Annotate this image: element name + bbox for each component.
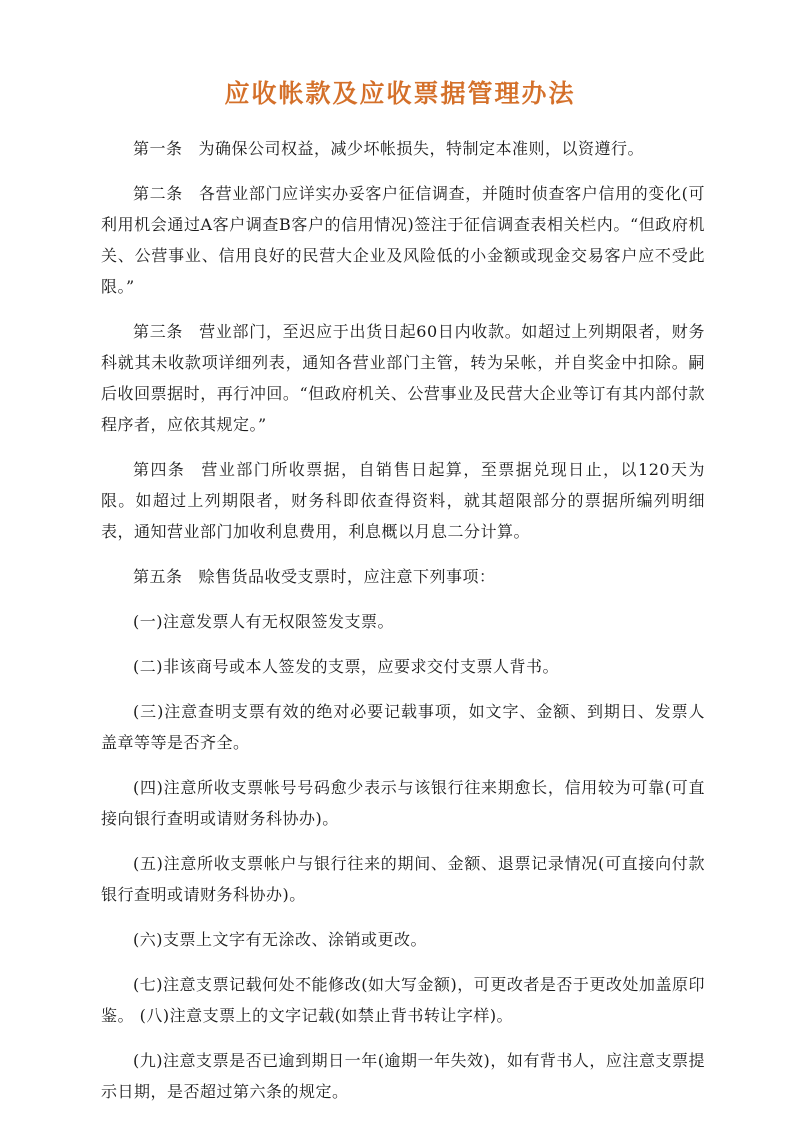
list-item: (四)注意所收支票帐号号码愈少表示与该银行往来期愈长，信用较为可靠(可直接向银行查明或请财务科协办)。 (101, 778, 705, 828)
article-text: 各营业部门应详实办妥客户征信调查，并随时侦查客户信用的变化(可利用机会通过A客户调查B客户的信用情况)签注于征信调查表相关栏内。“但政府机关、公营事业、信用良好的民营大企业及风险低的小金额或现金交易客户应不受此限。” (101, 184, 705, 296)
article-label: 第一条 (133, 139, 183, 158)
article-label: 第四条 (133, 460, 186, 479)
article-1 (101, 133, 705, 164)
article-2 (101, 178, 705, 302)
article-4 (101, 454, 705, 547)
article-5 (101, 561, 705, 592)
article-text: 赊售货品收受支票时，应注意下列事项： (198, 567, 496, 586)
list-item: (一)注意发票人有无权限签发支票。 (133, 612, 394, 631)
article-text: 营业部门，至迟应于出货日起60日内收款。如超过上列期限者，财务科就其未收款项详细列表，通知各营业部门主管，转为呆帐，并自奖金中扣除。嗣后收回票据时，再行冲回。“但政府机关、公营事业及民营大企业等订有其内部付款程序者，应依其规定。” (101, 322, 705, 434)
article-label: 第五条 (133, 567, 183, 586)
article-label: 第二条 (133, 184, 183, 203)
article-label: 第三条 (133, 322, 184, 341)
list-item: (二)非该商号或本人签发的支票，应要求交付支票人背书。 (133, 657, 559, 676)
list-item: (七)注意支票记载何处不能修改(如大写金额)，可更改者是否于更改处加盖原印鉴。 (八)注意支票上的文字记载(如禁止背书转让字样)。 (101, 975, 705, 1025)
article-3 (101, 316, 705, 440)
list-item: (五)注意所收支票帐户与银行往来的期间、金额、退票记录情况(可直接向付款银行查明或请财务科协办)。 (101, 854, 705, 904)
list-item: (三)注意查明支票有效的绝对必要记载事项，如文字、金额、到期日、发票人盖章等等是否齐全。 (101, 702, 705, 752)
list-item: (六)支票上文字有无涂改、涂销或更改。 (133, 930, 427, 949)
article-text: 为确保公司权益，减少坏帐损失，特制定本准则，以资遵行。 (198, 139, 645, 158)
article-text: 营业部门所收票据，自销售日起算，至票据兑现日止，以120天为限。如超过上列期限者，财务科即依查得资料，就其超限部分的票据所编列明细表，通知营业部门加收利息费用，利息概以月息二分计算。 (101, 460, 705, 541)
document-body (101, 133, 705, 1121)
page-title: 应收帐款及应收票据管理办法 (224, 79, 576, 108)
list-item: (九)注意支票是否已逾到期日一年(逾期一年失效)，如有背书人，应注意支票提示日期，是否超过第六条的规定。 (101, 1051, 705, 1101)
